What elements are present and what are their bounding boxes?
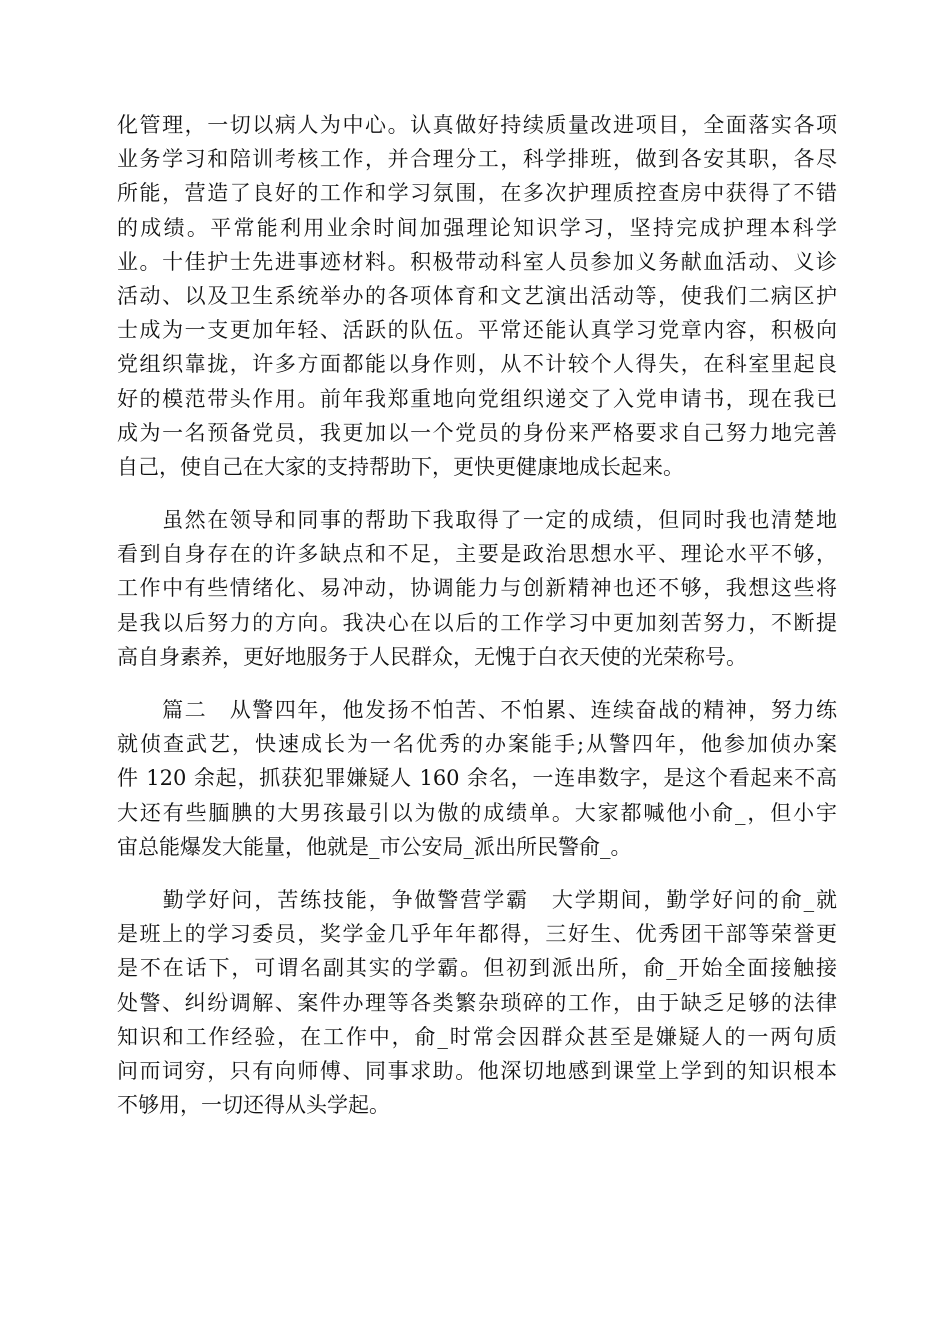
text-line: 知识和工作经验，在工作中，俞_时常会因群众甚至是嫌疑人的一两句质 xyxy=(117,1024,837,1049)
text-line: 士成为一支更加年轻、活跃的队伍。平常还能认真学习党章内容，积极向 xyxy=(117,318,837,343)
text-line: 是班上的学习委员，奖学金几乎年年都得，三好生、优秀团干部等荣誉更 xyxy=(117,922,837,947)
text-line: 业。十佳护士先进事迹材料。积极带动科室人员参加义务献血活动、义诊 xyxy=(117,249,837,274)
text-line: 党组织靠拢，许多方面都能以身作则，从不计较个人得失，在科室里起良 xyxy=(117,352,837,377)
text-line: 就侦查武艺，快速成长为一名优秀的办案能手;从警四年，他参加侦办案 xyxy=(117,732,837,757)
text-line: 件 120 余起，抓获犯罪嫌疑人 160 余名，一连串数字，是这个看起来不高 xyxy=(117,766,837,791)
text-line: 业务学习和陪训考核工作，并合理分工，科学排班，做到各安其职，各尽 xyxy=(117,147,837,172)
text-line: 勤学好问，苦练技能，争做警营学霸 大学期间，勤学好问的俞_就 xyxy=(117,887,837,912)
text-line: 大还有些腼腆的大男孩最引以为傲的成绩单。大家都喊他小俞_，但小宇 xyxy=(117,800,837,825)
text-line: 处警、纠纷调解、案件办理等各类繁杂琐碎的工作，由于缺乏足够的法律 xyxy=(117,990,837,1015)
text-line: 自己，使自己在大家的支持帮助下，更快更健康地成长起来。 xyxy=(117,454,684,479)
text-line: 化管理，一切以病人为中心。认真做好持续质量改进项目，全面落实各项 xyxy=(117,113,837,137)
text-line: 宙总能爆发大能量，他就是_市公安局_派出所民警俞_。 xyxy=(117,834,632,859)
text-line: 所能，营造了良好的工作和学习氛围，在多次护理质控查房中获得了不错 xyxy=(117,181,837,206)
document-page xyxy=(117,108,837,1122)
paragraph-2 xyxy=(117,503,837,674)
paragraph-4 xyxy=(117,883,837,1122)
paragraph-3 xyxy=(117,693,837,864)
text-line: 好的模范带头作用。前年我郑重地向党组织递交了入党申请书，现在我已 xyxy=(117,386,837,411)
text-line: 高自身素养，更好地服务于人民群众，无愧于白衣天使的光荣称号。 xyxy=(117,644,747,669)
text-line: 的成绩。平常能利用业余时间加强理论知识学习，坚持完成护理本科学 xyxy=(117,215,837,240)
text-line: 不够用，一切还得从头学起。 xyxy=(117,1093,390,1118)
text-line: 篇二 从警四年，他发扬不怕苦、不怕累、连续奋战的精神，努力练 xyxy=(117,698,837,722)
text-line: 看到自身存在的许多缺点和不足，主要是政治思想水平、理论水平不够， xyxy=(117,542,837,567)
text-line: 成为一名预备党员，我更加以一个党员的身份来严格要求自己努力地完善 xyxy=(117,420,837,445)
paragraph-1 xyxy=(117,108,837,484)
text-line: 是我以后努力的方向。我决心在以后的工作学习中更加刻苦努力，不断提 xyxy=(117,610,837,635)
text-line: 是不在话下，可谓名副其实的学霸。但初到派出所，俞_开始全面接触接 xyxy=(117,956,837,981)
text-line: 工作中有些情绪化、易冲动，协调能力与创新精神也还不够，我想这些将 xyxy=(117,576,837,601)
text-line: 虽然在领导和同事的帮助下我取得了一定的成绩，但同时我也清楚地 xyxy=(117,508,837,533)
text-line: 问而词穷，只有向师傅、同事求助。他深切地感到课堂上学到的知识根本 xyxy=(117,1058,837,1083)
text-line: 活动、以及卫生系统举办的各项体育和文艺演出活动等，使我们二病区护 xyxy=(117,283,837,308)
